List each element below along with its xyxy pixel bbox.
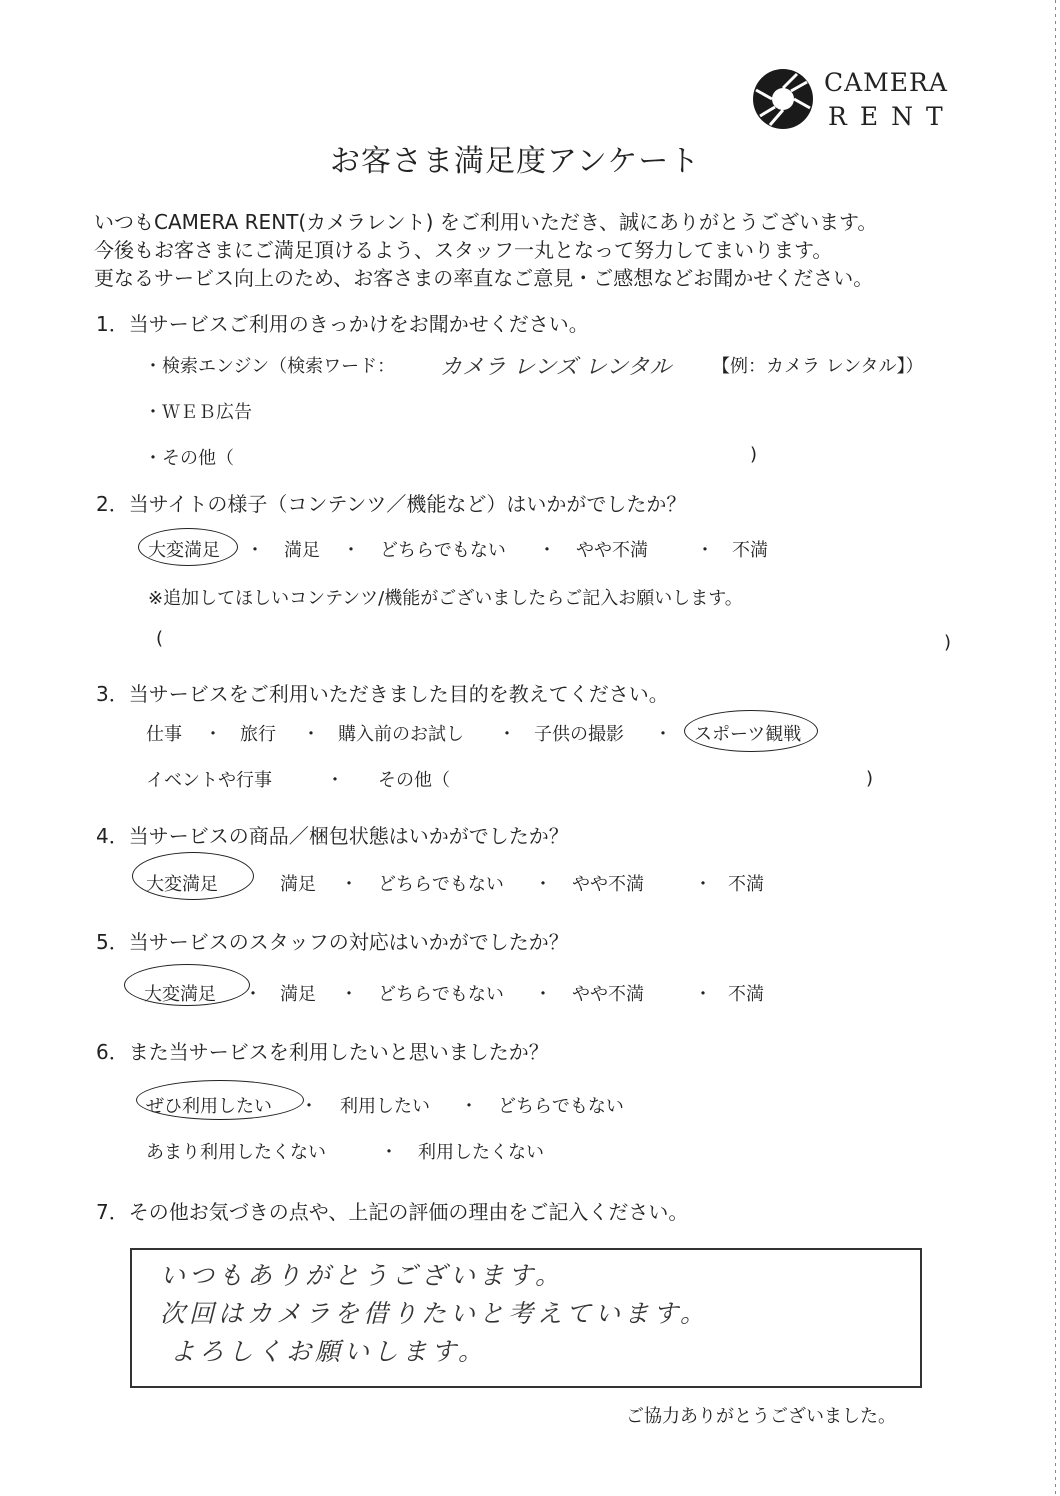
q1-search-engine-label: ・検索エンジン（検索ワード： [144, 356, 396, 377]
q2-separator-4: ・ [696, 540, 714, 561]
q3-option-sports[interactable]: スポーツ観戦 [694, 724, 802, 745]
q6-separator-3: ・ [380, 1142, 398, 1163]
q4-separator-4: ・ [694, 874, 712, 895]
q5-separator-4: ・ [694, 984, 712, 1005]
q4-option-somewhat-dissatisfied[interactable]: やや不満 [572, 874, 644, 895]
q2-option-neutral[interactable]: どちらでもない [380, 540, 506, 561]
q3-option-trial[interactable]: 購入前のお試し [338, 724, 464, 745]
q2-separator-3: ・ [538, 540, 556, 561]
intro-line-3: 更なるサービス向上のため、お客さまの率直なご意見・ご感想などお聞かせください。 [94, 266, 874, 290]
q3-separator-2: ・ [302, 724, 320, 745]
q2-option-satisfied[interactable]: 満足 [284, 540, 320, 561]
q6-label: 6．また当サービスを利用したいと思いましたか？ [96, 1040, 549, 1064]
q5-separator-3: ・ [534, 984, 552, 1005]
q6-option-definitely[interactable]: ぜひ利用したい [146, 1096, 272, 1117]
q5-label: 5．当サービスのスタッフの対応はいかがでしたか？ [96, 930, 569, 954]
q4-option-very-satisfied[interactable]: 大変満足 [146, 874, 218, 895]
q5-separator-1: ・ [244, 984, 262, 1005]
q2-close-paren: ) [944, 632, 952, 653]
q5-option-dissatisfied[interactable]: 不満 [728, 984, 764, 1005]
q7-label: 7．その他お気づきの点や、上記の評価の理由をご記入ください。 [96, 1200, 689, 1224]
q2-option-dissatisfied[interactable]: 不満 [732, 540, 768, 561]
q3-separator-4: ・ [654, 724, 672, 745]
q1-search-example: 【例：カメラ レンタル】） [712, 356, 924, 377]
q4-option-satisfied[interactable]: 満足 [280, 874, 316, 895]
q3-option-children[interactable]: 子供の撮影 [534, 724, 624, 745]
q6-option-want[interactable]: 利用したい [340, 1096, 430, 1117]
q5-option-neutral[interactable]: どちらでもない [378, 984, 504, 1005]
q6-option-not-really[interactable]: あまり利用したくない [146, 1142, 326, 1163]
q3-option-event[interactable]: イベントや行事 [146, 770, 272, 791]
q1-web-ad-option[interactable]: ・ＷＥＢ広告 [144, 402, 252, 423]
q3-option-work[interactable]: 仕事 [146, 724, 182, 745]
q3-other-close: ) [866, 768, 874, 789]
q3-option-travel[interactable]: 旅行 [240, 724, 276, 745]
q6-separator-1: ・ [300, 1096, 318, 1117]
q4-option-dissatisfied[interactable]: 不満 [728, 874, 764, 895]
camera-rent-logo [752, 66, 956, 136]
q1-other-close: ) [750, 444, 758, 465]
q3-label: 3．当サービスをご利用いただきました目的を教えてください。 [96, 682, 669, 706]
q2-option-very-satisfied[interactable]: 大変満足 [148, 540, 220, 561]
q7-answer-line-1: いつもありがとうございます。 [160, 1261, 565, 1290]
page-title: お客さま満足度アンケート [330, 144, 701, 179]
q6-option-do-not-want[interactable]: 利用したくない [418, 1142, 544, 1163]
q5-option-very-satisfied[interactable]: 大変満足 [144, 984, 216, 1005]
intro-line-1: いつもCAMERA RENT(カメラレント) をご利用いただき、誠にありがとうございます。 [94, 210, 878, 234]
scan-edge-line [1055, 0, 1056, 1496]
q7-answer-line-2: 次回はカメラを借りたいと考えています。 [160, 1299, 710, 1328]
q2-label: 2．当サイトの様子（コンテンツ／機能など）はいかがでしたか？ [96, 492, 687, 516]
q3-separator-5: ・ [326, 770, 344, 791]
q7-answer-line-3: よろしくお願いします。 [170, 1337, 488, 1366]
q3-separator-3: ・ [498, 724, 516, 745]
q1-search-word-answer: カメラ レンズ レンタル [440, 355, 672, 380]
logo-text-camera: CAMERA [824, 68, 948, 97]
aperture-icon [752, 68, 814, 130]
logo-text-rent: RENT [828, 102, 956, 131]
q6-option-neutral[interactable]: どちらでもない [498, 1096, 624, 1117]
q4-option-neutral[interactable]: どちらでもない [378, 874, 504, 895]
q6-separator-2: ・ [460, 1096, 478, 1117]
q2-note: ※追加してほしいコンテンツ/機能がございましたらご記入お願いします。 [148, 588, 743, 609]
intro-line-2: 今後もお客さまにご満足頂けるよう、スタッフ一丸となって努力してまいります。 [94, 238, 833, 262]
q4-separator-2: ・ [340, 874, 358, 895]
q5-option-satisfied[interactable]: 満足 [280, 984, 316, 1005]
q3-separator-1: ・ [204, 724, 222, 745]
q4-label: 4．当サービスの商品／梱包状態はいかがでしたか？ [96, 824, 569, 848]
q1-other-option[interactable]: ・その他（ [144, 448, 234, 469]
q1-label: 1．当サービスご利用のきっかけをお聞かせください。 [96, 312, 589, 336]
q4-separator-3: ・ [534, 874, 552, 895]
q2-separator-1: ・ [246, 540, 264, 561]
footer-thanks: ご協力ありがとうございました。 [626, 1406, 896, 1427]
q2-option-somewhat-dissatisfied[interactable]: やや不満 [576, 540, 648, 561]
q2-separator-2: ・ [342, 540, 360, 561]
q2-open-paren: ( [156, 628, 164, 649]
q5-option-somewhat-dissatisfied[interactable]: やや不満 [572, 984, 644, 1005]
q3-option-other[interactable]: その他（ [378, 770, 450, 791]
q5-separator-2: ・ [340, 984, 358, 1005]
